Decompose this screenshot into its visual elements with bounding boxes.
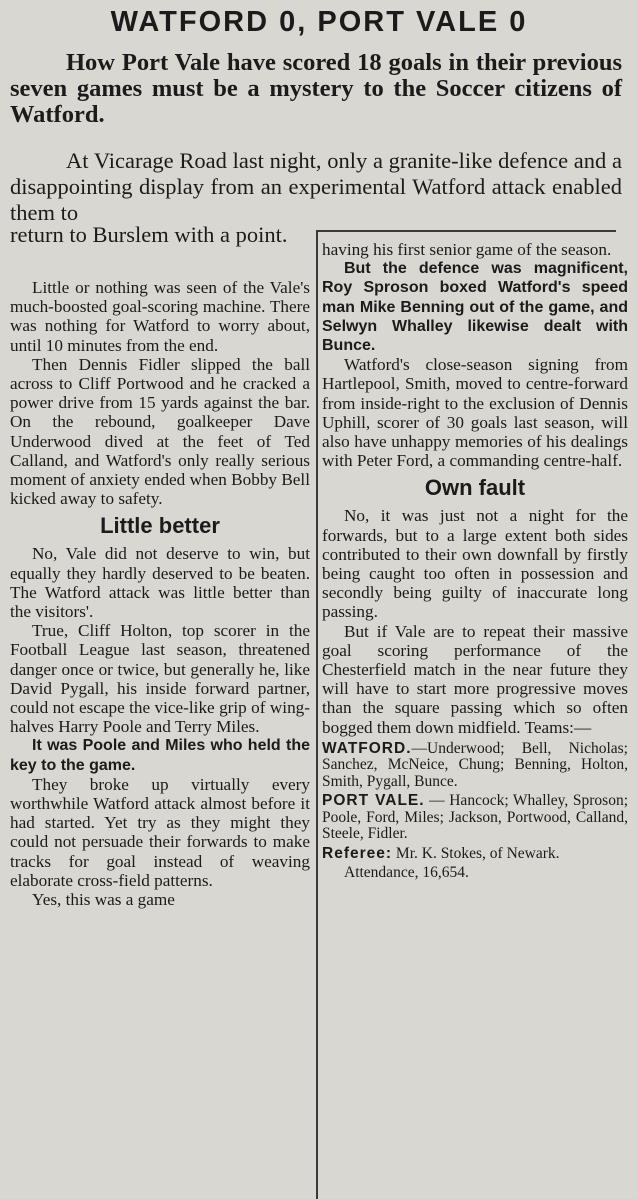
watford-lineup <box>322 741 628 791</box>
column-top-rule <box>316 230 616 232</box>
attendance-line: Attendance, 16,654. <box>344 864 469 882</box>
subheading-little-better: Little better <box>100 513 220 539</box>
col1-paragraph-4: True, Cliff Holton, top scorer in the Football League last season, threatened danger once or twice, but generally he, like David Pygall, his inside forward partner, could not escape the vice-like grip of wing-halves Harry Poole and Terry Miles. <box>10 621 310 737</box>
col1-paragraph-6: They broke up virtually every worthwhile Watford attack almost before it had started. Yet try as they might they could not persuade their forwards to make tracks for goal instead of weaving elaborate cross-field patterns. <box>10 774 310 890</box>
col2-paragraph-1: having his first senior game of the season. <box>322 240 612 259</box>
referee-label: Referee: <box>322 844 393 862</box>
col2-bold-paragraph: But the defence was magnificent, Roy Sproson boxed Watford's speed man Mike Benning out of the game, and Selwyn Whalley likewise dealt with Bunce. <box>322 260 628 355</box>
port-vale-players: — Hancock; Whalley, Sproson; Poole, Ford, Miles; Jackson, Portwood, Calland, Steele, Fidler. <box>322 792 629 843</box>
column-divider <box>316 232 318 1199</box>
port-vale-lineup <box>322 793 628 843</box>
column-right <box>322 240 628 885</box>
col2-paragraph-4: No, it was just not a night for the forwards, but to a large extent both sides contributed to their own downfall by firstly being caught too often in possession and secondly being guilty of inaccurate long passing. <box>322 506 628 622</box>
col1-paragraph-2: Then Dennis Fidler slipped the ball across to Cliff Portwood and he cracked a power drive from 15 yards against the bar. On the rebound, goalkeeper Dave Underwood dived at the feet of Ted Calland, and Watford's only really serious moment of anxiety ended when Bobby Bell kicked away to safety. <box>10 354 310 509</box>
col1-paragraph-3: No, Vale did not deserve to win, but equally they hardly deserved to be beaten. The Watford attack was little better than the visitors'. <box>10 544 310 622</box>
col1-paragraph-7: Yes, this was a game <box>32 890 175 910</box>
subheading-own-fault: Own fault <box>424 475 526 501</box>
port-vale-label: PORT VALE. <box>322 792 425 810</box>
referee-name: Mr. K. Stokes, of Newark. <box>392 844 560 862</box>
lead-paragraph-tail: return to Burslem with a point. <box>10 222 288 247</box>
col2-paragraph-3: Watford's close-season signing from Hartlepool, Smith, moved to centre-forward from inside-right to the exclusion of Dennis Uphill, scorer of 30 goals last season, will also have unhappy memories of his dealings with Peter Ford, a commanding centre-half. <box>322 355 628 471</box>
watford-label: WATFORD. <box>322 739 412 757</box>
col1-bold-paragraph: It was Poole and Miles who held the key to the game. <box>10 737 310 774</box>
col1-paragraph-1: Little or nothing was seen of the Vale's much-boosted goal-scoring machine. There was nothing for Watford to worry about, until 10 minutes from the end. <box>10 278 310 355</box>
team-lineups <box>322 741 628 882</box>
col2-paragraph-5: But if Vale are to repeat their massive goal scoring performance of the Chesterfield match in the near future they will have to start more progressive moves than the square passing which so often bogged them down midfield. Teams:— <box>322 621 628 737</box>
referee-line <box>322 846 628 863</box>
column-left <box>10 278 310 909</box>
intro-paragraph: How Port Vale have scored 18 goals in their previous seven games must be a mystery to the Soccer citizens of Watford. <box>10 49 622 128</box>
watford-players: —Underwood; Bell, Nicholas; Sanchez, McNeice, Chung; Benning, Holton, Smith, Pygall, Bunce. <box>322 739 628 790</box>
headline: WATFORD 0, PORT VALE 0 <box>110 6 528 38</box>
lead-paragraph: At Vicarage Road last night, only a granite-like defence and a disappointing display from an experimental Watford attack enabled them to <box>10 148 622 225</box>
